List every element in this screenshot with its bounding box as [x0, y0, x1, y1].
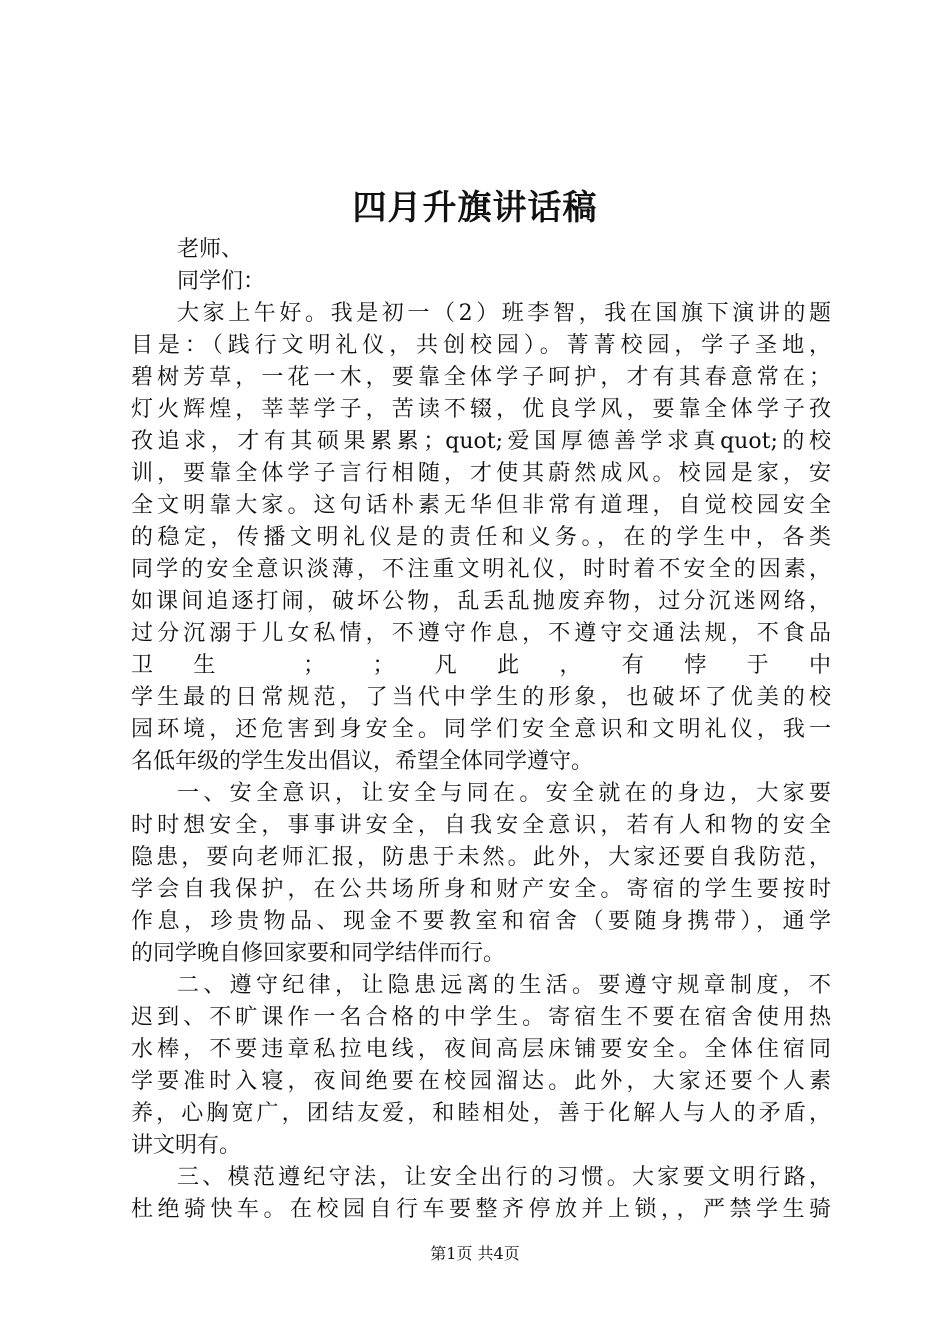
- text-line: 灯火辉煌，莘莘学子，苦读不辍，优良学风，要靠全体学子孜: [131, 397, 831, 422]
- text-line: 学要准时入寝，夜间绝要在校园溜达。此外，大家还要个人素: [131, 1069, 831, 1094]
- text-line: 三、模范遵纪守法，让安全出行的习惯。大家要文明行路，: [177, 1165, 831, 1190]
- text-line: 水棒，不要违章私拉电线，夜间高层床铺要安全。全体住宿同: [131, 1037, 831, 1062]
- text-line: 的稳定，传播文明礼仪是的责任和义务。，在的学生中，各类: [131, 525, 831, 550]
- text-line: 大家上午好。我是初一（2）班李智，我在国旗下演讲的题: [177, 301, 831, 326]
- text-line: 讲文明有。: [131, 1133, 242, 1158]
- page-footer: 第1页 共4页: [430, 1244, 520, 1263]
- text-line: 一、安全意识，让安全与同在。安全就在的身边，大家要: [177, 781, 831, 806]
- text-line: 过分沉溺于儿女私情，不遵守作息，不遵守交通法规，不食品: [131, 621, 831, 646]
- text-line: 学生最的日常规范，了当代中学生的形象，也破坏了优美的校: [131, 685, 831, 710]
- text-line: 训，要靠全体学子言行相随，才使其蔚然成风。校园是家，安: [131, 461, 831, 486]
- text-line: 如课间追逐打闹，破坏公物，乱丢乱抛废弃物，过分沉迷网络，: [131, 589, 831, 614]
- text-line: 杜绝骑快车。在校园自行车要整齐停放并上锁，，严禁学生骑: [131, 1197, 831, 1222]
- text-line: 卫生 ； ；凡此，有悖于中: [131, 653, 831, 678]
- text-line: 养，心胸宽广，团结友爱，和睦相处，善于化解人与人的矛盾，: [131, 1101, 831, 1126]
- text-line: 学会自我保护，在公共场所身和财产安全。寄宿的学生要按时: [131, 877, 831, 902]
- document-title: 四月升旗讲话稿: [352, 188, 598, 228]
- text-line: 碧树芳草，一花一木，要靠全体学子呵护，才有其春意常在；: [131, 365, 831, 390]
- text-line: 作息，珍贵物品、现金不要教室和宿舍（要随身携带），通学: [131, 909, 831, 934]
- text-line: 园环境，还危害到身安全。同学们安全意识和文明礼仪，我一: [131, 717, 831, 742]
- text-line: 隐患，要向老师汇报，防患于未然。此外，大家还要自我防范，: [131, 845, 831, 870]
- text-line: 目是：（践行文明礼仪，共创校园）。菁菁校园，学子圣地，: [131, 333, 831, 358]
- text-line: 的同学晚自修回家要和同学结伴而行。: [131, 941, 506, 966]
- text-line: 全文明靠大家。这句话朴素无华但非常有道理，自觉校园安全: [131, 493, 831, 518]
- text-line: 二、遵守纪律，让隐患远离的生活。要遵守规章制度，不: [177, 973, 831, 998]
- document-body: [131, 234, 831, 1226]
- text-line: 迟到、不旷课作一名合格的中学生。寄宿生不要在宿舍使用热: [131, 1005, 831, 1030]
- text-line: 同学们：: [177, 269, 266, 294]
- text-line: 时时想安全，事事讲安全，自我安全意识，若有人和物的安全: [131, 813, 831, 838]
- text-line: 同学的安全意识淡薄，不注重文明礼仪，时时着不安全的因素，: [131, 557, 831, 582]
- text-line: 老师、: [177, 237, 244, 262]
- text-line: 孜追求，才有其硕果累累；quot;爱国厚德善学求真quot;的校: [131, 429, 831, 454]
- text-line: 名低年级的学生发出倡议，希望全体同学遵守。: [131, 749, 594, 774]
